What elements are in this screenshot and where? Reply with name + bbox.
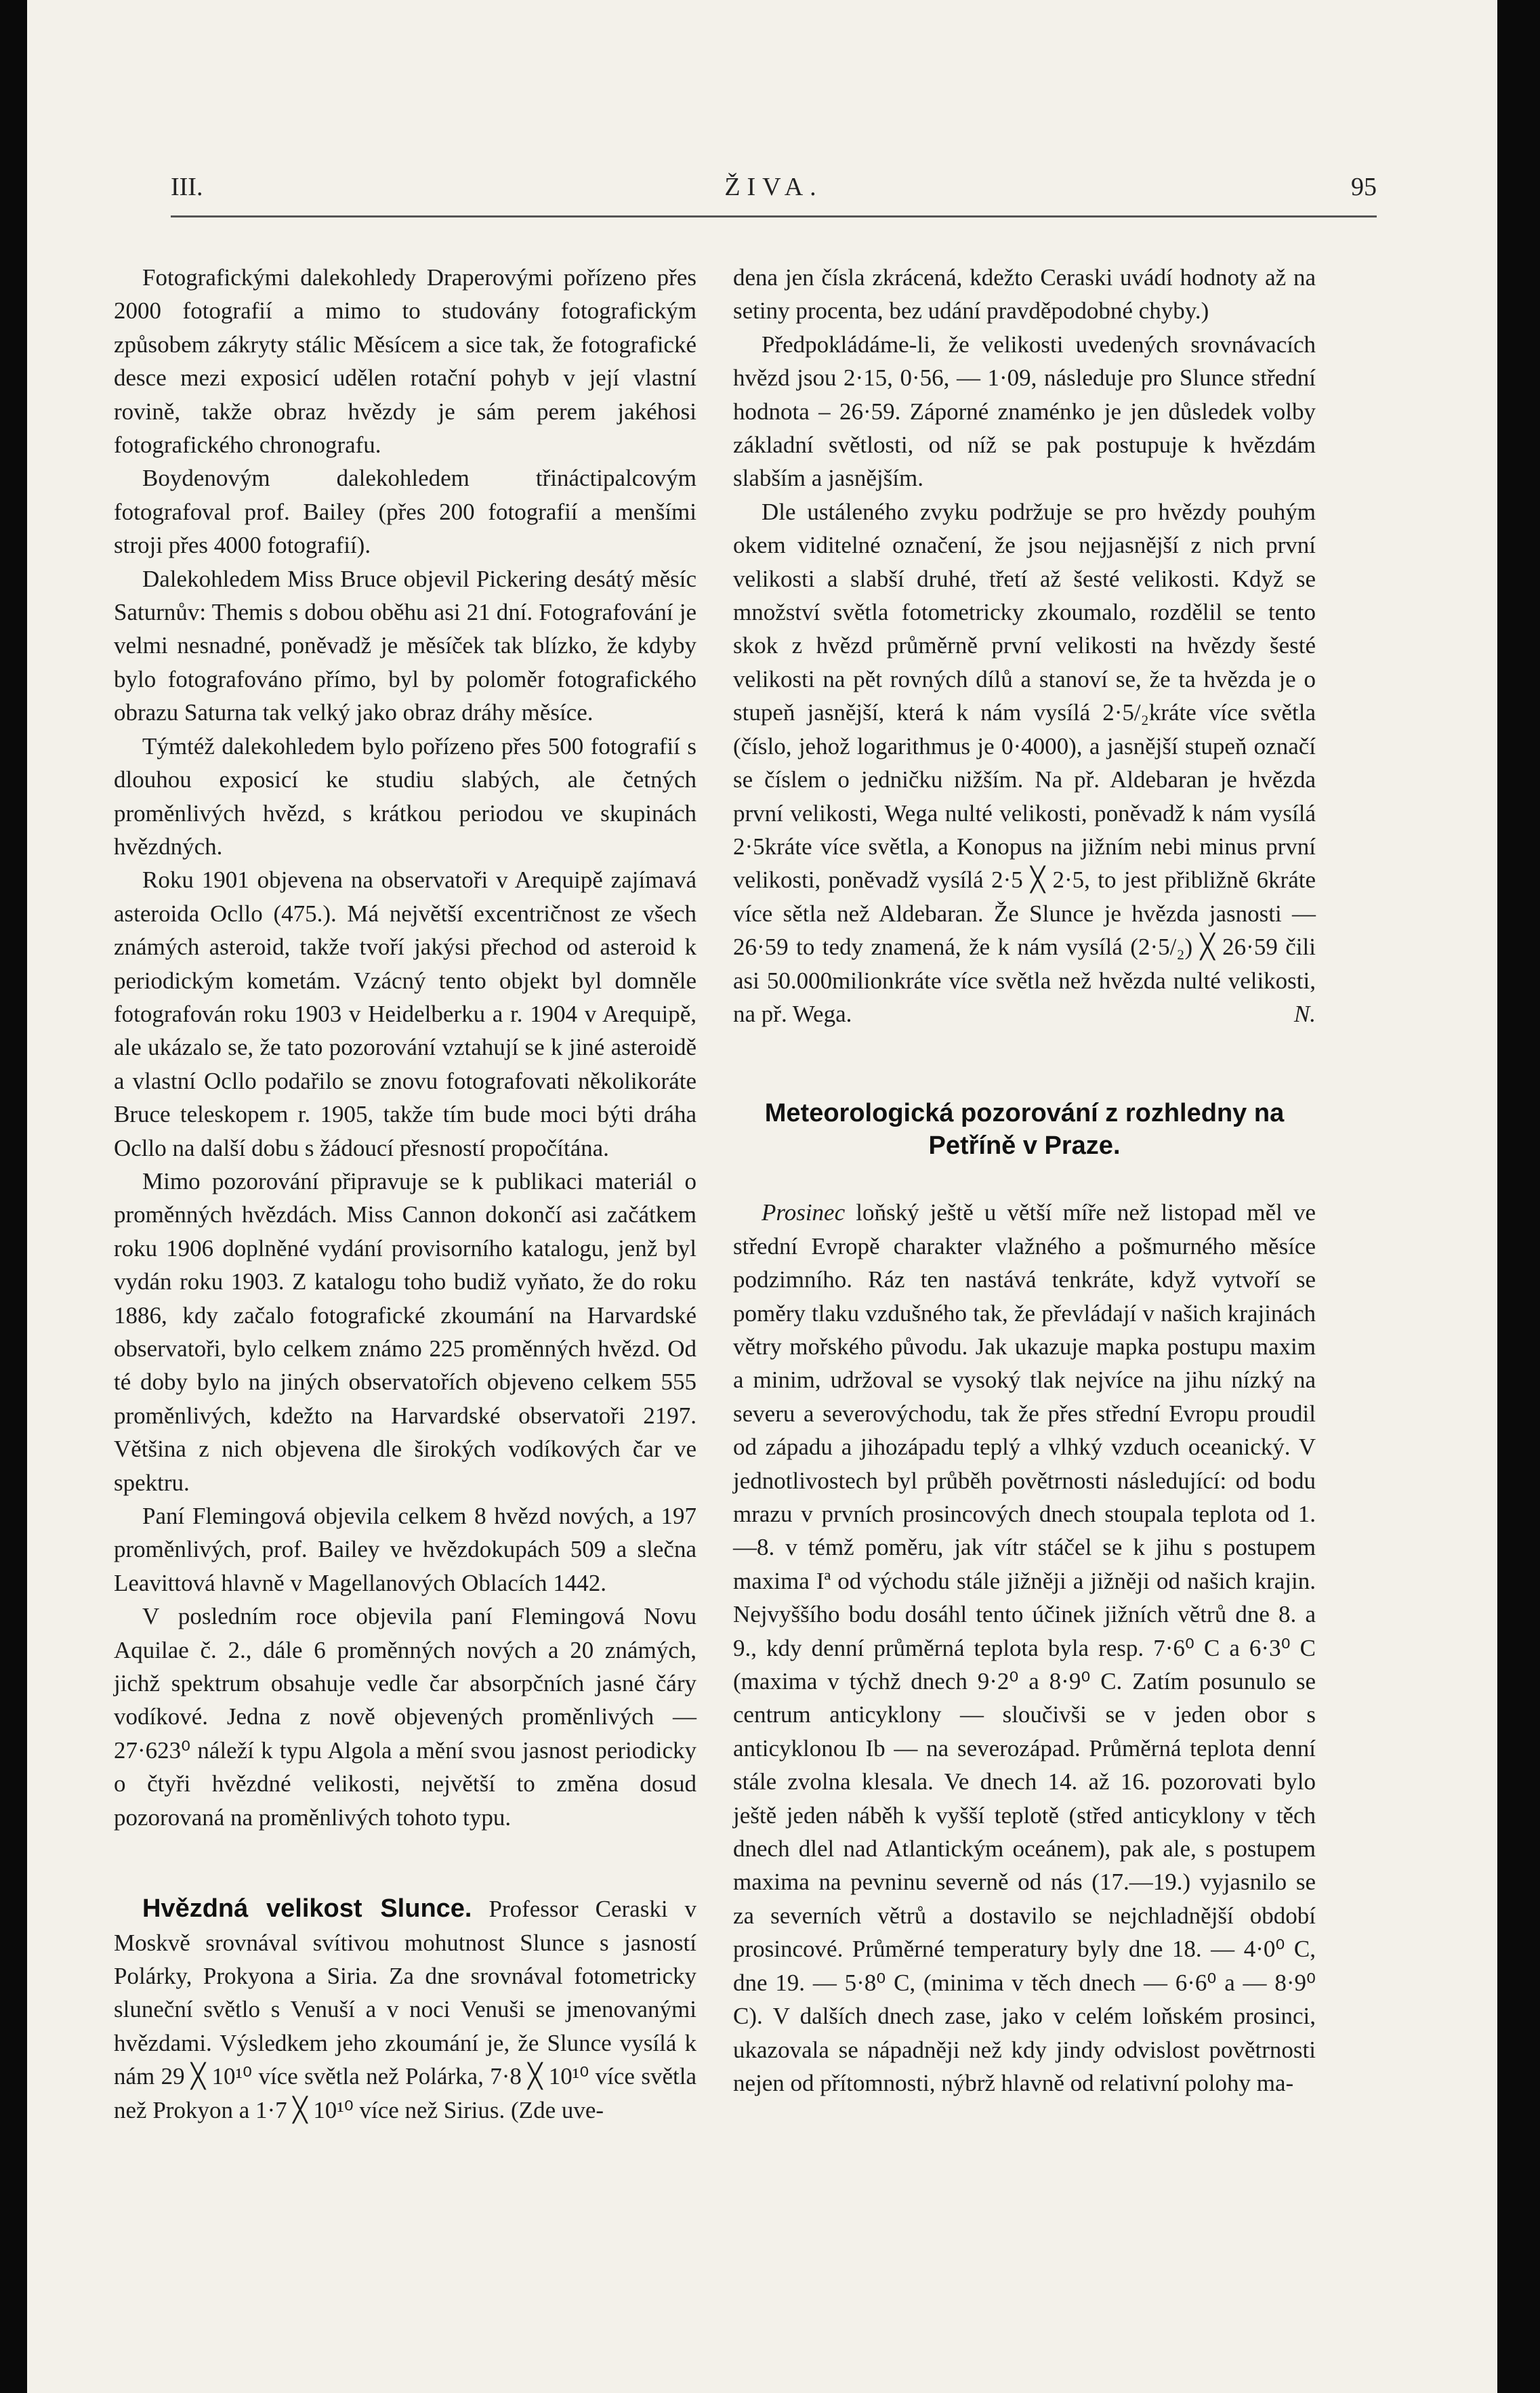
author-signature: N. xyxy=(1293,1000,1316,1027)
section-heading-solar-magnitude: Hvězdná velikost Slunce. xyxy=(142,1894,472,1923)
section-heading-meteorology: Meteorologická pozorování z rozhledny na Petříně v Praze. xyxy=(764,1099,1285,1161)
running-header xyxy=(171,172,1377,213)
paragraph-text: Dle ustáleného zvyku podržuje se pro hvězdy pouhým okem viditelné označení, že jsou nejjasnější z nich první velikosti a slabší druhé, třetí až šesté velikosti. Když se množství světla fotometricky zkoumalo, rozdělil se tento skok z hvězd průměrně první velikosti na hvězdy šesté velikosti na pět rovných dílů a stanoví se, že ta hvězda je o stupeň jasnější, která k nám vysílá 2·5/₂kráte více světla (číslo, jehož logarithmus je 0·4000), a jasnější stupeň označí se číslem o jedničku nižším. Na př. Aldebaran je hvězda první velikosti, Wega nulté velikosti, poněvadž k nám vysílá 2·5kráte více světla, a Konopus na jižním nebi minus první velikosti, poněvadž vysílá 2·5 ╳ 2·5, to jest přibližně 6kráte více s xyxy=(733,498,1316,927)
paragraph: Mimo pozorování připravuje se k publikaci materiál o proměnných hvězdách. Miss Cannon dokončí asi začátkem roku 1906 doplněné vydání provisorního katalogu, jenž byl vydán roku 1903. Z katalogu toho budiž vyňato, že do roku 1886, kdy začalo fotografické zkoumání na Harvardské observatoři, bylo celkem známo 225 proměnných hvězd. Od té doby bylo na jiných observatořích objeveno celkem 555 proměnlivých, kdežto na Harvardské observatoři 2197. Většina z nich objevena dle širokých vodíkových čar ve spektru. xyxy=(114,1167,696,1496)
section-paragraph xyxy=(114,1892,696,2127)
paragraph: Týmtéž dalekohledem bylo pořízeno přes 500 fotografií s dlouhou exposicí ke studiu slabých, ale četných proměnlivých hvězd, s krátkou periodou ve skupinách hvězdných. xyxy=(114,732,696,860)
right-column xyxy=(733,261,1316,2100)
paragraph: dena jen čísla zkrácená, kdežto Ceraski uvádí hodnoty až na setiny procenta, bez udání pravděpodobné chyby.) xyxy=(733,264,1316,325)
paragraph: Fotografickými dalekohledy Draperovými pořízeno přes 2000 fotografií a mimo to studovány fotografickým způsobem zákryty stálic Měsícem a sice tak, že fotografické desce mezi exposicí udělen rotační pohyb v její vlastní rovině, takže obraz hvězdy je sám perem jakéhosi fotografického chronografu. xyxy=(114,264,696,459)
paragraph: Roku 1901 objevena na observatoři v Arequipě zajímavá asteroida Ocllo (475.). Má největší excentričnost ze všech známých asteroid, takže tvoří jakýsi přechod od asteroid k periodickým kometám. Vzácný tento objekt byl domněle fotografován roku 1903 v Heidelberku a r. 1904 v Arequipě, ale ukázalo se, že tato pozorování vztahují se k jiné asteroidě a vlastní Ocllo podařilo se znovu fotografovati několikoráte Bruce teleskopem r. 1905, takže tím bude moci býti dráha Ocllo na další dobu s žádoucí přesností propočítána. xyxy=(114,867,696,1161)
left-column xyxy=(114,261,696,2127)
paragraph: Paní Flemingová objevila celkem 8 hvězd nových, a 197 proměnlivých, prof. Bailey ve hvězdokupách 509 a slečna Leavittová hlavně v Magellanových Oblacích 1442. xyxy=(114,1503,696,1596)
header-rule xyxy=(171,215,1377,217)
lead-word: Prosinec xyxy=(762,1199,846,1226)
paragraph: Dalekohledem Miss Bruce objevil Pickering desátý měsíc Saturnův: Themis s dobou oběhu asi 21 dní. Fotografování je velmi nesnadné, poněvadž je měsíček tak blízko, že kdyby bylo fotografováno přímo, byl by poloměr fotografického obrazu Saturna tak velký jako obraz dráhy měsíce. xyxy=(114,565,696,726)
section-text: Professor Ceraski v Moskvě srovnával svítivou mohutnost Slunce s jasností Polárky, Prokyona a Siria. Za dne srovnával fotometricky sluneční světlo s Venuší a v noci Venuši se jmenovanými hvězdami. Výsledkem jeho zkoumání je, že Slunce vysílá k nám 29 ╳ 10¹⁰ více světla než Polárka, 7·8 ╳ 10¹⁰ více světla než Prokyon a 1·7 ╳ 10¹⁰ více než Sirius. (Zde uve- xyxy=(114,1896,696,2123)
paragraph: Předpokládáme-li, že velikosti uvedených srovnávacích hvězd jsou 2·15, 0·56, — 1·09, následuje pro Slunce střední hodnota – 26·59. Záporné znaménko je jen důsledek volby základní světlosti, od níž se pak postupuje k hvězdám slabším a jasnějším. xyxy=(733,331,1316,492)
paragraph: V posledním roce objevila paní Flemingová Novu Aquilae č. 2., dále 6 proměnných nových a 20 známých, jichž spektrum obsahuje vedle čar absorpčních jasné čáry vodíkové. Jedna z nově objevených proměnlivých — 27·623⁰ náleží k typu Algola a mění svou jasnost periodicky o čtyři hvězdné velikosti, největší to změna dosud pozorovaná na proměnlivých tohoto typu. xyxy=(114,1603,696,1831)
paragraph xyxy=(733,495,1316,1031)
paragraph-text: loňský ještě u větší míře než listopad měl ve střední Evropě charakter vlažného a pošmurného měsíce podzimního. Ráz ten nastává tenkráte, když vytvoří se poměry tlaku vzdušného tak, že převládají v našich krajinách větry mořského původu. Jak ukazuje mapka postupu maxim a minim, udržoval se vysoký tlak nejvíce na jihu nízký na severu a severovýchodu, tak že přes střední Evropu proudil od západu a jihozápadu teplý a vlhký vzduch oceanický. V jednotlivostech byl průběh povětrnosti následující: od bodu mrazu v prvních prosincových dnech stoupala teplota od 1.—8. v témž poměru, jak vítr stáčel se k jihu s postupem maxima Iª od východu stále jižněji a jižněji od našich krajin. Nejvyššího bodu dosáhl tento účinek jižních větrů dne 8. a 9., kdy denní průměrná teplota byla resp. 7·6⁰ C a 6·3⁰ C (maxima v týchž dnech 9·2⁰ a 8·9⁰ C. Zatím posunulo se centrum anticyklony — sloučivši se v jeden obor s anticyklonou Ib — na severozápad. Průměrná teplota denní stále zvolna klesala. Ve dnech 14. až 16. pozorovati bylo ještě jeden náběh k vyšší teplotě (střed anticyklony v těch dnech dlel nad Atlantickým oceánem), pak ale, s postupem maxima na pevninu severně od nás (17.—19.) vyjasnilo se za severních větrů a dostavilo se nejchladnější období prosincové. Průměrné temperatury byly dne 18. — 4·0⁰ C, dne 19. — 5·8⁰ C, (minima v těch dnech — 6·6⁰ a — 8·9⁰ C). V dalších dnech zase, jako v celém loňském prosinci, ukazovala se nápadněji než kdy jindy odvislost povětrnosti nejen od přítomnosti, nýbrž hlavně od relativní polohy ma- xyxy=(733,1199,1316,2096)
volume-number: III. xyxy=(171,173,203,201)
journal-page xyxy=(27,0,1497,2393)
journal-title: ŽIVA. xyxy=(724,173,823,201)
paragraph-text-tail: ětla než Aldebaran. Že Slunce je hvězda jasnosti — 26·59 to tedy znamená, že k nám vysílá (2·5/₂) ╳ 26·59 čili asi 50.000milionkráte více světla než hvězda nulté velikosti, na př. Wega. xyxy=(733,900,1316,1027)
paragraph: Boydenovým dalekohledem třináctipalcovým fotografoval prof. Bailey (přes 200 fotografií a menšími stroji přes 4000 fotografií). xyxy=(114,465,696,559)
paragraph xyxy=(733,1196,1316,2100)
page-number: 95 xyxy=(1351,173,1377,201)
